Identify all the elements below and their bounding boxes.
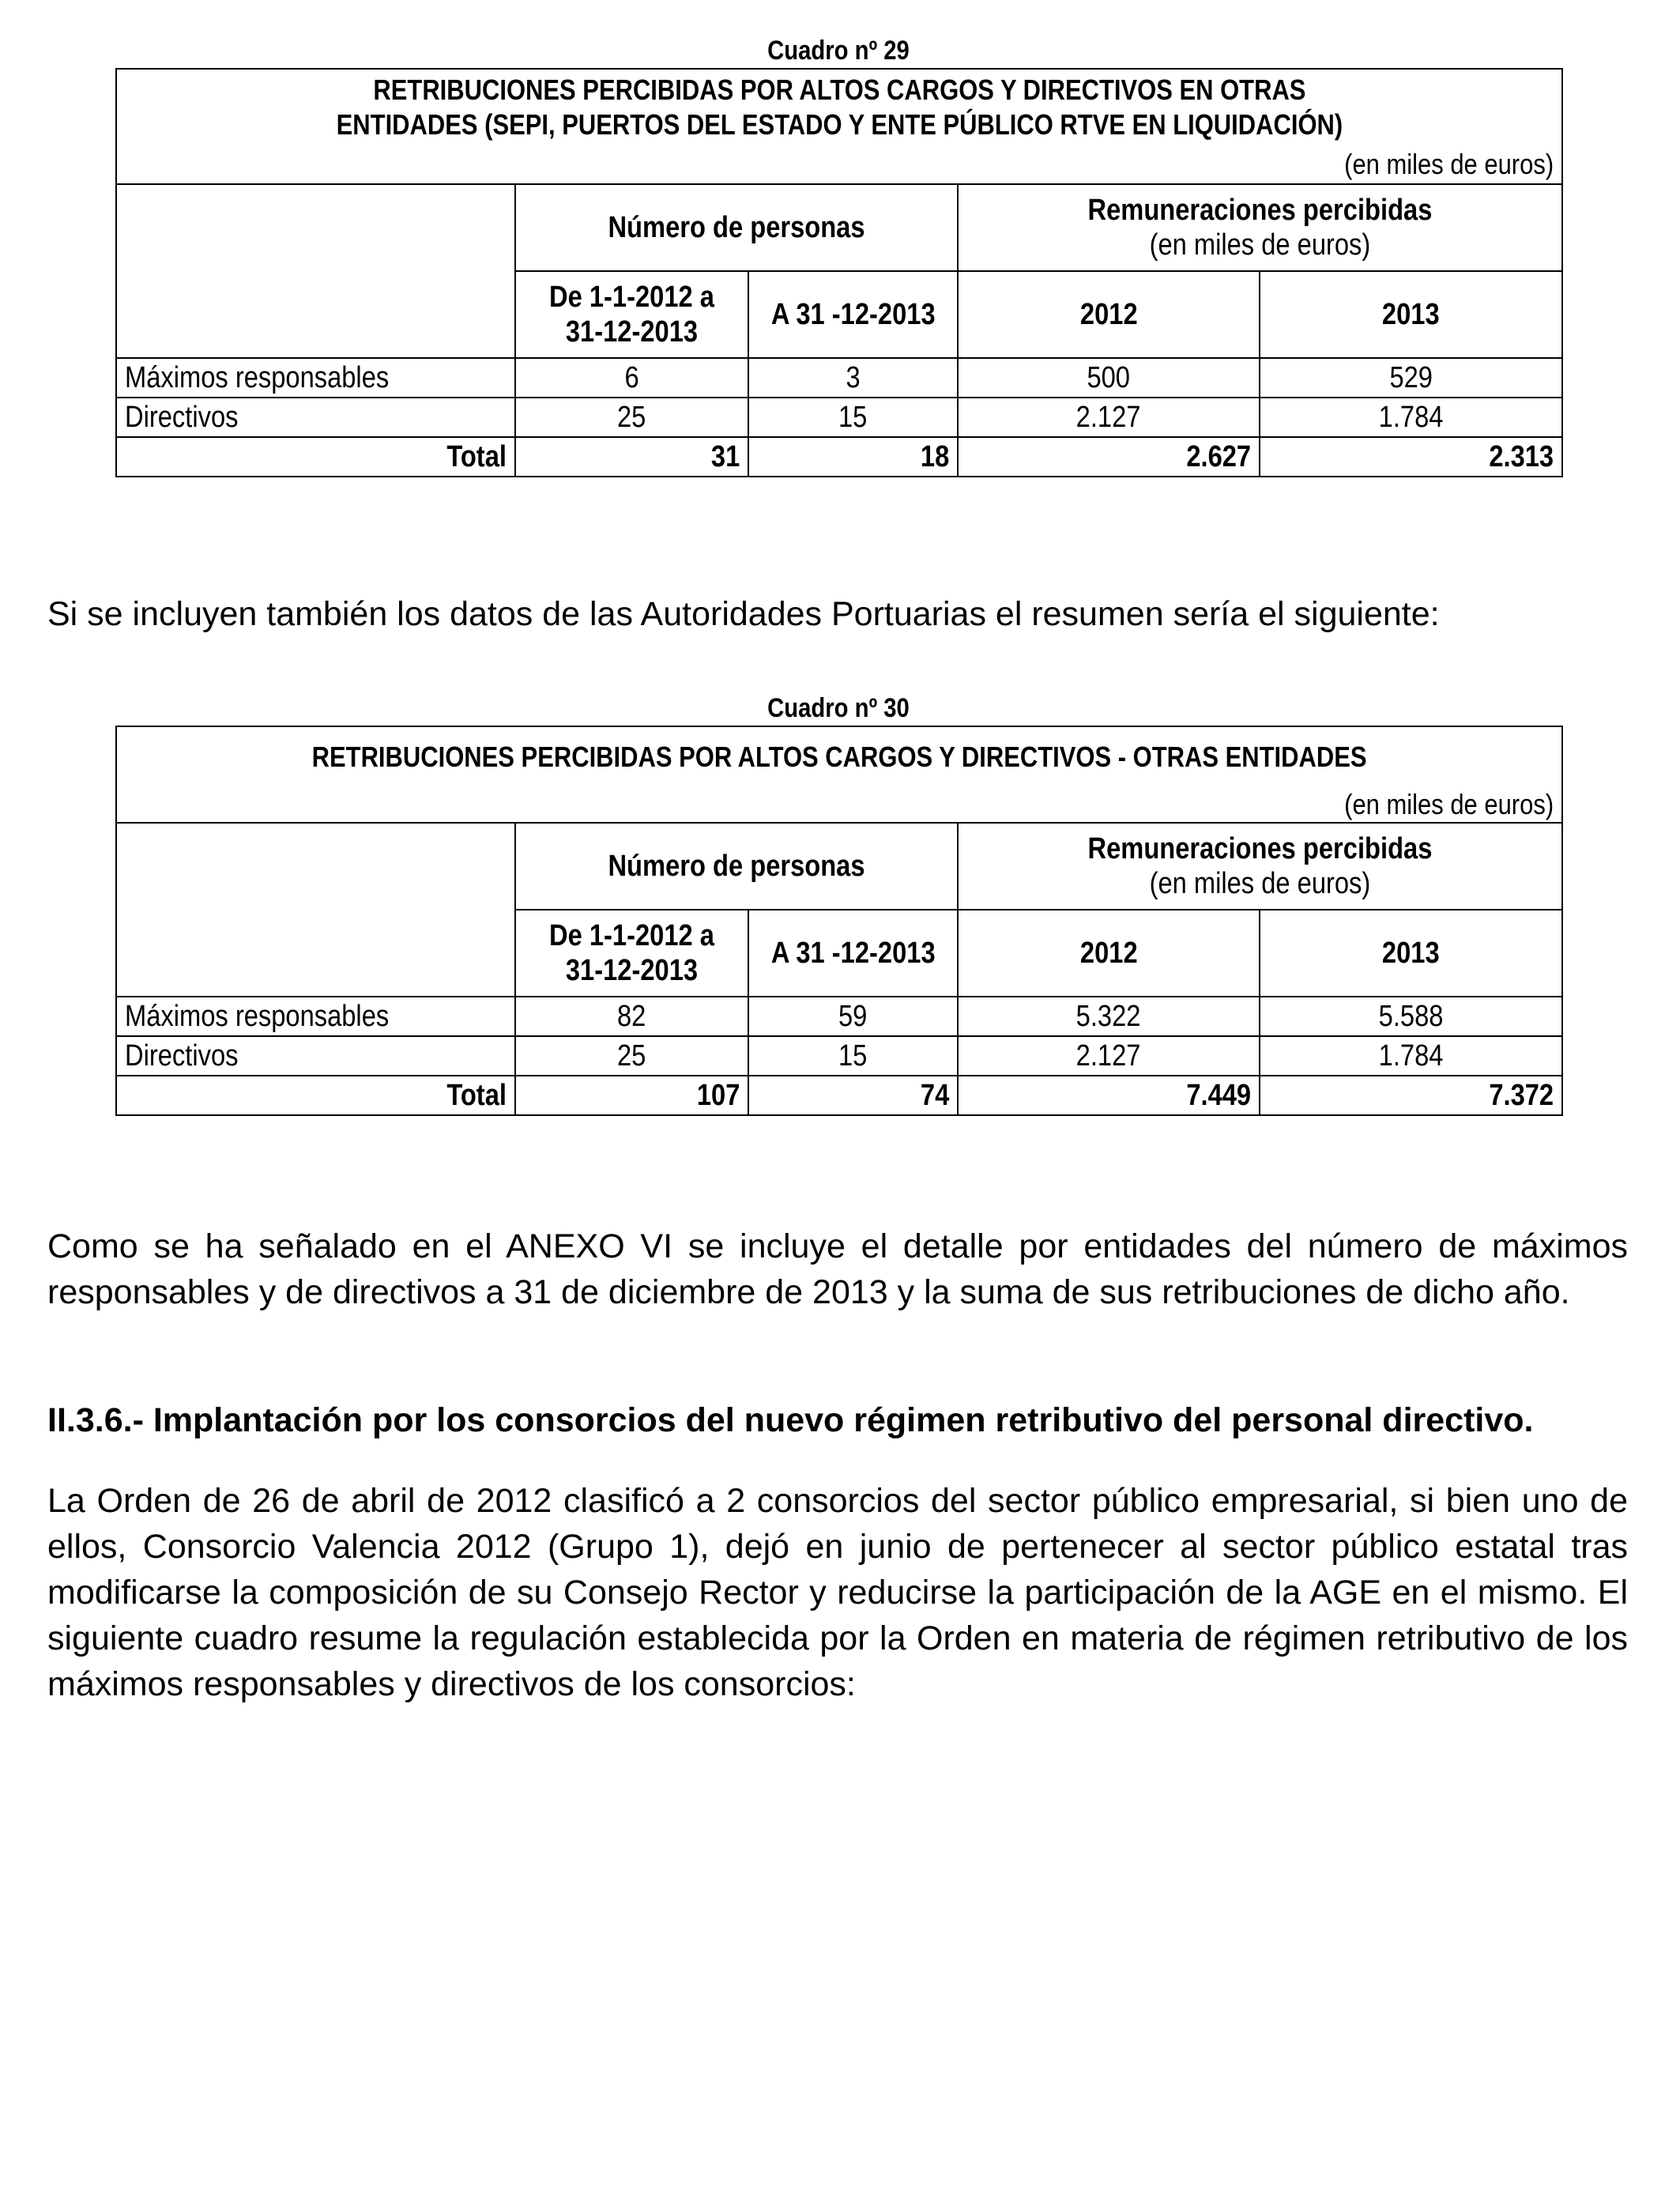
table-30-col-2013: 2013 (1260, 910, 1562, 997)
table-29-header-personas: Número de personas (515, 184, 958, 271)
paragraph-orden: La Orden de 26 de abril de 2012 clasificó a 2 consorcios del sector público empresarial, si bien uno de ellos, Consorcio Valencia 2012 (Grupo 1), dejó en junio de pertenecer al sector público estatal tras modificarse la composición de su Consejo Rector y reducirse la participación de la AGE en el mismo. El siguiente cuadro resume la regulación establecida por la Orden en materia de régimen retributivo de los máximos responsables y directivos de los consorcios: (47, 1482, 1628, 1703)
table-30-col-2012: 2012 (958, 910, 1260, 997)
table-30-corner-cell (116, 823, 515, 997)
row-label: Directivos (116, 398, 515, 437)
cell-value: 2.127 (958, 1036, 1260, 1076)
total-value: 74 (748, 1076, 958, 1115)
table-29-header-remuneraciones: Remuneraciones percibidas (en miles de euros) (958, 184, 1562, 271)
table-30-col-period: De 1-1-2012 a 31-12-2013 (515, 910, 748, 997)
cell-value: 1.784 (1260, 398, 1562, 437)
total-value: 2.627 (958, 437, 1260, 477)
cell-value: 59 (748, 997, 958, 1036)
cell-value: 500 (958, 358, 1260, 398)
table-30-header-remuneraciones: Remuneraciones percibidas (en miles de euros) (958, 823, 1562, 910)
table-30 (115, 726, 1563, 1116)
total-label: Total (116, 1076, 515, 1115)
table-30-caption: Cuadro nº 30 (767, 693, 910, 723)
table-29-caption: Cuadro nº 29 (767, 36, 910, 66)
cell-value: 6 (515, 358, 748, 398)
total-value: 7.372 (1260, 1076, 1562, 1115)
cell-value: 15 (748, 398, 958, 437)
cell-value: 1.784 (1260, 1036, 1562, 1076)
section-heading: II.3.6.- Implantación por los consorcios del nuevo régimen retributivo del personal directivo. (47, 1401, 1534, 1439)
table-row (116, 997, 1562, 1036)
table-total-row (116, 437, 1562, 477)
cell-value: 25 (515, 398, 748, 437)
table-30-col-end-date: A 31 -12-2013 (748, 910, 958, 997)
table-29-title: RETRIBUCIONES PERCIBIDAS POR ALTOS CARGOS Y DIRECTIVOS EN OTRAS ENTIDADES (SEPI, PUERTOS DEL ESTADO Y ENTE PÚBLICO RTVE EN LIQUIDACIÓN) (116, 69, 1562, 145)
table-30-header-personas: Número de personas (515, 823, 958, 910)
table-30-units: (en miles de euros) (116, 786, 1562, 823)
table-29-col-period: De 1-1-2012 a 31-12-2013 (515, 271, 748, 358)
intro-table-30: Si se incluyen también los datos de las Autoridades Portuarias el resumen sería el siguiente: (47, 595, 1440, 633)
table-row (116, 358, 1562, 398)
cell-value: 5.322 (958, 997, 1260, 1036)
table-29-corner-cell (116, 184, 515, 358)
table-29-col-2012: 2012 (958, 271, 1260, 358)
table-29-col-2013: 2013 (1260, 271, 1562, 358)
table-row (116, 1036, 1562, 1076)
row-label: Máximos responsables (116, 358, 515, 398)
total-value: 31 (515, 437, 748, 477)
total-label: Total (116, 437, 515, 477)
table-total-row (116, 1076, 1562, 1115)
cell-value: 5.588 (1260, 997, 1562, 1036)
total-value: 7.449 (958, 1076, 1260, 1115)
table-29-units: (en miles de euros) (116, 145, 1562, 184)
table-row (116, 398, 1562, 437)
table-29 (115, 68, 1563, 477)
cell-value: 529 (1260, 358, 1562, 398)
table-29-col-end-date: A 31 -12-2013 (748, 271, 958, 358)
cell-value: 15 (748, 1036, 958, 1076)
total-value: 18 (748, 437, 958, 477)
cell-value: 2.127 (958, 398, 1260, 437)
cell-value: 82 (515, 997, 748, 1036)
row-label: Máximos responsables (116, 997, 515, 1036)
table-30-title: RETRIBUCIONES PERCIBIDAS POR ALTOS CARGOS Y DIRECTIVOS - OTRAS ENTIDADES (116, 726, 1562, 786)
total-value: 107 (515, 1076, 748, 1115)
total-value: 2.313 (1260, 437, 1562, 477)
cell-value: 25 (515, 1036, 748, 1076)
cell-value: 3 (748, 358, 958, 398)
paragraph-anexo: Como se ha señalado en el ANEXO VI se incluye el detalle por entidades del número de máximos responsables y de directivos a 31 de diciembre de 2013 y la suma de sus retribuciones de dicho año. (47, 1227, 1628, 1311)
row-label: Directivos (116, 1036, 515, 1076)
